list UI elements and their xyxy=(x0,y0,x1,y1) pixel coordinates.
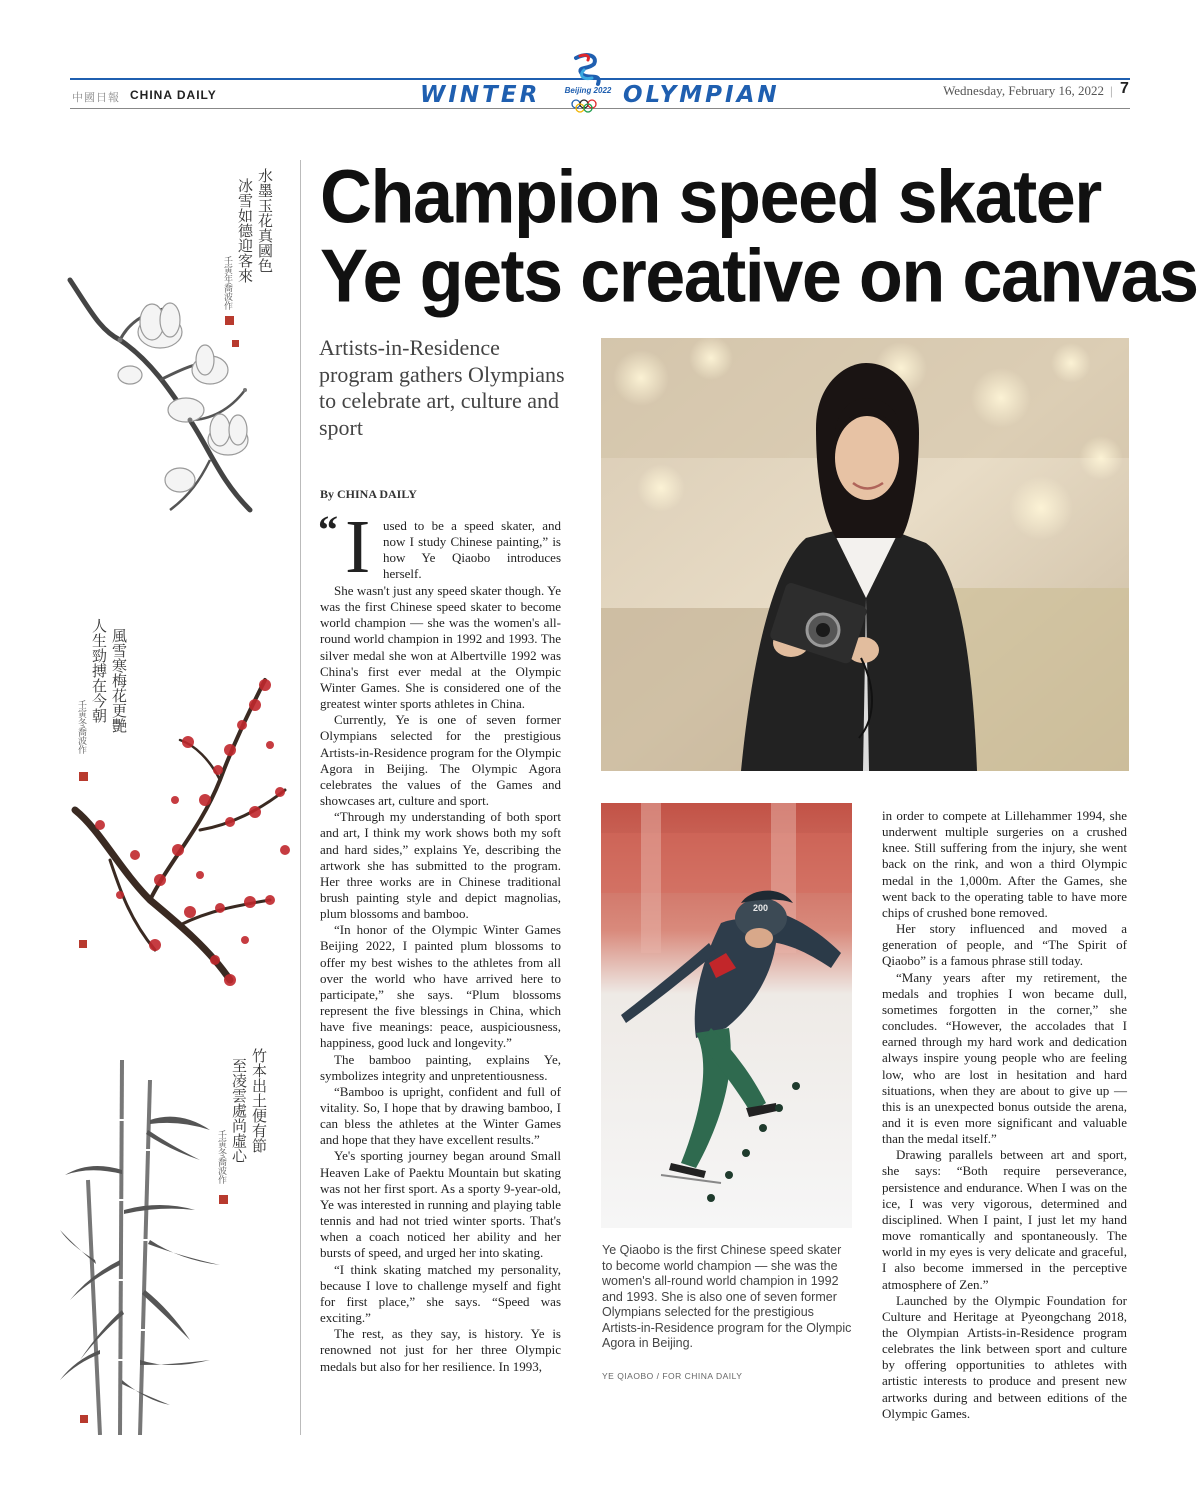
column-divider xyxy=(300,160,301,1435)
body-paragraph: “I think skating matched my personality, because I love to challenge myself and fight for first place,” she says. “Speed was exciting.” xyxy=(320,1261,561,1326)
photo-caption: Ye Qiaobo is the first Chinese speed skater to become world champion — she was the women's all-round world champion in 1992 and 1993. She is also one of seven former Olympians selected for the prestigious Artists-in-Residence program for the Olympic Agora in Beijing. xyxy=(602,1243,852,1350)
bamboo-poem-main: 竹本出土便有節 xyxy=(250,1048,268,1153)
magnolia-poem-second: 冰雪如德迎客來 xyxy=(236,178,254,283)
date-separator: | xyxy=(1110,83,1113,98)
byline: By CHINA DAILY xyxy=(320,487,417,501)
page-number: 7 xyxy=(1120,80,1129,97)
body-paragraph: The bamboo painting, explains Ye, symbolizes integrity and unpretentiousness. xyxy=(320,1051,561,1083)
body-paragraph: Drawing parallels between art and sport, she says: “Both require perseverance, persistence and endurance. When I was on the ice, I was very vigorous, determined and disciplined. When I paint, I just let my hand move romantically and spontaneously. The world in my eyes is very delicate and graceful, I also become immersed in the perceptive atmosphere of Zen.” xyxy=(882,1147,1127,1292)
plum-poem-second: 人生勁搏在今朝 xyxy=(90,618,108,723)
issue-date: Wednesday, February 16, 2022 xyxy=(943,83,1104,98)
beijing-2022-emblem-icon xyxy=(558,50,618,114)
bamboo-painting xyxy=(60,1060,240,1435)
body-paragraph: “Through my understanding of both sport and art, I think my work shows both my soft and hard sides,” explains Ye, describing the artwork she has submitted to the program. Her three works are in Chinese traditional brush painting style and depict magnolias, plum blossoms and bamboo. xyxy=(320,809,561,922)
emblem-caption: Beijing 2022 xyxy=(564,86,612,95)
svg-text:200: 200 xyxy=(753,903,769,913)
article-deck: Artists-in-Residence program gathers Olympians to celebrate art, culture and sport xyxy=(319,335,565,440)
body-paragraph: “Many years after my retirement, the medals and trophies I won became dull, sometimes forgotten in the corner,” she concludes. “However, the accolades that I earned through my hard work and dedication always inspire young people who are feeling low, who are lost in hesitation and hard situations, when they are about to give up — this is an unexpected bonus outside the arena, and it is even more significant and valuable than the medal itself.” xyxy=(882,969,1127,1147)
headline-line-1: Champion speed skater xyxy=(320,155,1101,240)
portrait-photo-with-camera xyxy=(601,338,1129,771)
body-paragraph: Her story influenced and moved a generation of people, and “The Spirit of Qiaobo” is a famous phrase still today. xyxy=(882,921,1127,969)
plum-blossom-painting xyxy=(60,650,300,1000)
magnolia-poem-main: 水墨玉花真國色 xyxy=(256,168,274,273)
body-column-3 xyxy=(882,808,1127,1422)
body-paragraph: She wasn't just any speed skater though. Ye was the first Chinese speed skater to become world champion — she was the women's all-round world champion in 1992 and 1993. The silver medal she won at Albertville 1992 was China's first ever medal at the Olympic Winter Games. She is considered one of the greatest winter sports athletes in China. xyxy=(320,583,561,712)
body-paragraph: The rest, as they say, is history. Ye is renowned not just for her three Olympic medals but also for her resilience. In 1993, xyxy=(320,1326,561,1374)
plum-poem-main: 風雪寒梅花更艷 xyxy=(110,628,128,733)
headline-line-2: Ye gets creative on canvas xyxy=(320,234,1198,319)
body-paragraph: in order to compete at Lillehammer 1994, she underwent multiple surgeries on a crushed knee. Still suffering from the injury, she went back on the rink, and won a third Olympic medal in the 1,000m. After the Games, she went back to the operating table to have more chips of crushed bone removed. xyxy=(882,808,1127,920)
section-title-left: WINTER xyxy=(420,82,541,108)
plum-signature: 壬寅冬喬波作 xyxy=(76,700,86,754)
body-col1-intro xyxy=(383,518,561,583)
body-paragraph: “Bamboo is upright, confident and full of vitality. So, I hope that by drawing bamboo, I can bless the athletes at the Winter Games and hope that they have excellent results.” xyxy=(320,1083,561,1148)
body-paragraph: used to be a speed skater, and now I study Chinese painting,” is how Ye Qiaobo introduces herself. xyxy=(383,518,561,582)
paper-name: CHINA DAILY xyxy=(130,88,217,102)
magnolia-signature: 壬寅年喬波作 xyxy=(222,256,232,310)
body-paragraph: “In honor of the Olympic Winter Games Beijing 2022, I painted plum blossoms to offer my best wishes to the athletes from all over the world who have arrived here to participate,” she says. “Plum blossoms represent the five blessings in China, which have five meanings: peace, auspiciousness, happiness, good luck and longevity.” xyxy=(320,922,561,1051)
body-paragraph: Launched by the Olympic Foundation for Culture and Heritage at Pyeongchang 2018, the Olympian Artists-in-Residence program celebrates the link between sport and culture by offering opportunities to athletes with artistic interests to produce and present new artworks during and between editions of the Olympic Games. xyxy=(882,1292,1127,1421)
paper-logo-chinese: 中國日報 xyxy=(72,91,120,104)
magnolia-painting xyxy=(60,270,260,530)
opening-quote-mark: “ xyxy=(318,507,338,552)
section-title-right: OLYMPIAN xyxy=(623,82,780,108)
drop-cap: I xyxy=(345,505,371,589)
body-column-1 xyxy=(320,583,561,1375)
article-headline xyxy=(320,155,1198,319)
speed-skating-action-photo xyxy=(601,803,852,1228)
bamboo-poem-second: 至凌雲處尚虛心 xyxy=(230,1058,248,1163)
bamboo-signature: 壬寅冬喬波作 xyxy=(216,1130,226,1184)
photo-credit: YE QIAOBO / FOR CHINA DAILY xyxy=(602,1371,743,1381)
body-paragraph: Ye's sporting journey began around Small Heaven Lake of Paektu Mountain but skating was not her first sport. As a sporty 9-year-old, Ye was interested in running and playing table tennis and had not tried winter sports. That's when a coach noticed her ability and her bursts of speed, and urged her into skating. xyxy=(320,1148,561,1261)
body-paragraph: Currently, Ye is one of seven former Olympians selected for the prestigious Artists-in-Residence program for the Olympic Agora in Beijing. The Olympic Agora celebrates the values of the Games and showcases art, culture and sport. xyxy=(320,712,561,809)
